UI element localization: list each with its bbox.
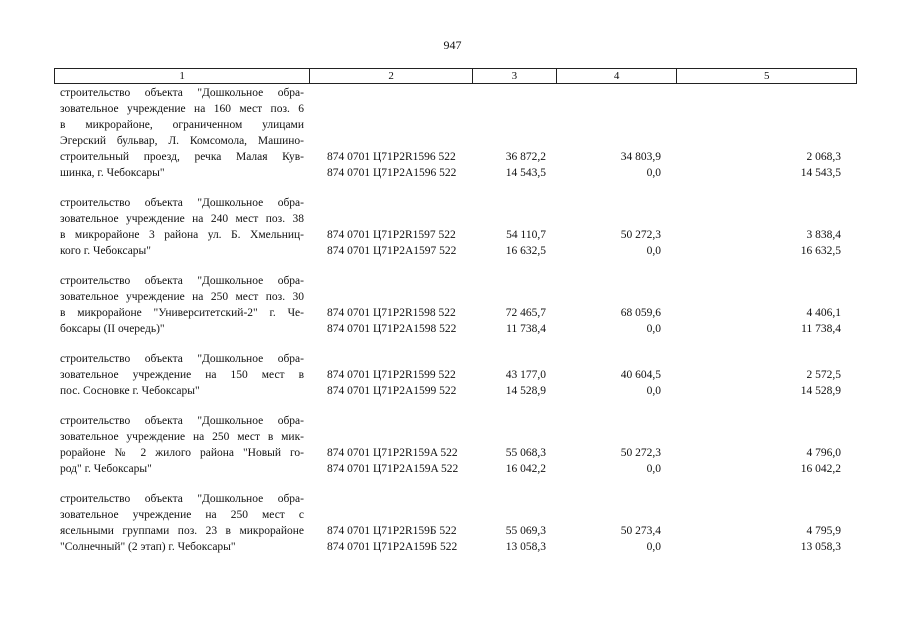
description-line: строительство объекта "Дошкольное обра- bbox=[60, 275, 304, 287]
description-line: зовательное учреждение на 250 мест с bbox=[60, 509, 304, 521]
budget-code: 874 0701 Ц71P2R159A 522 bbox=[327, 447, 458, 459]
column-header-2: 2 bbox=[310, 69, 473, 83]
budget-code: 874 0701 Ц71P2R159Б 522 bbox=[327, 525, 457, 537]
amount-col-5: 16 042,2 bbox=[800, 463, 841, 475]
page-number: 947 bbox=[443, 38, 462, 52]
amount-col-5: 4 795,9 bbox=[806, 525, 841, 537]
budget-code: 874 0701 Ц71P2R1597 522 bbox=[327, 229, 456, 241]
amount-row bbox=[54, 321, 857, 337]
amount-col-3: 14 528,9 bbox=[505, 385, 546, 397]
budget-code: 874 0701 Ц71P2R1599 522 bbox=[327, 369, 456, 381]
amount-row bbox=[54, 149, 857, 165]
budget-code: 874 0701 Ц71P2R1596 522 bbox=[327, 151, 456, 163]
amount-row bbox=[54, 539, 857, 555]
budget-code: 874 0701 Ц71P2A1596 522 bbox=[327, 167, 457, 179]
description-line: боксары (II очередь)" bbox=[60, 323, 165, 335]
description-line: рорайоне № 2 жилого района "Новый го- bbox=[60, 447, 304, 459]
description-line: строительство объекта "Дошкольное обра- bbox=[60, 493, 304, 505]
table-row bbox=[54, 413, 857, 477]
description-line: в микрорайоне, ограниченном улицами bbox=[60, 119, 304, 131]
amount-col-3: 14 543,5 bbox=[505, 167, 546, 179]
column-header-1: 1 bbox=[55, 69, 310, 83]
amount-col-5: 14 543,5 bbox=[800, 167, 841, 179]
description-line: строительство объекта "Дошкольное обра- bbox=[60, 353, 304, 365]
amount-col-5: 16 632,5 bbox=[800, 245, 841, 257]
budget-code: 874 0701 Ц71P2A159A 522 bbox=[327, 463, 459, 475]
amount-row bbox=[54, 243, 857, 259]
description-line: шинка, г. Чебоксары" bbox=[60, 167, 165, 179]
description-line: строительство объекта "Дошкольное обра- bbox=[60, 87, 304, 99]
amount-col-4: 0,0 bbox=[646, 245, 661, 257]
table-row bbox=[54, 491, 857, 555]
amount-col-3: 72 465,7 bbox=[505, 307, 546, 319]
amount-row bbox=[54, 445, 857, 461]
amount-col-3: 55 069,3 bbox=[505, 525, 546, 537]
description-line: зовательное учреждение на 150 мест в bbox=[60, 369, 304, 381]
description-line: род" г. Чебоксары" bbox=[60, 463, 152, 475]
table-row bbox=[54, 351, 857, 399]
amount-col-4: 50 273,4 bbox=[620, 525, 661, 537]
budget-code: 874 0701 Ц71P2A159Б 522 bbox=[327, 541, 458, 553]
column-header-4: 4 bbox=[557, 69, 678, 83]
description-line: ясельными группами поз. 23 в микрорайоне bbox=[60, 525, 304, 537]
amount-row bbox=[54, 461, 857, 477]
description-line: строительство объекта "Дошкольное обра- bbox=[60, 415, 304, 427]
amount-col-5: 14 528,9 bbox=[800, 385, 841, 397]
amount-col-4: 0,0 bbox=[646, 167, 661, 179]
amount-col-4: 40 604,5 bbox=[620, 369, 661, 381]
amount-col-4: 34 803,9 bbox=[620, 151, 661, 163]
description-line: пос. Сосновке г. Чебоксары" bbox=[60, 385, 200, 397]
column-header-3: 3 bbox=[473, 69, 557, 83]
amount-col-5: 4 796,0 bbox=[806, 447, 841, 459]
description-line: зовательное учреждение на 160 мест поз. 6 bbox=[60, 103, 304, 115]
amount-col-5: 11 738,4 bbox=[801, 323, 841, 335]
table-row bbox=[54, 195, 857, 259]
amount-col-4: 68 059,6 bbox=[620, 307, 661, 319]
amount-col-5: 2 068,3 bbox=[806, 151, 841, 163]
description-line: в микрорайоне "Университетский-2" г. Че- bbox=[60, 307, 304, 319]
amount-col-3: 16 042,2 bbox=[505, 463, 546, 475]
description-line: в микрорайоне 3 района ул. Б. Хмельниц- bbox=[60, 229, 304, 241]
amount-row bbox=[54, 227, 857, 243]
description-line: "Солнечный" (2 этап) г. Чебоксары" bbox=[60, 541, 236, 553]
amount-row bbox=[54, 367, 857, 383]
amount-col-4: 0,0 bbox=[646, 541, 661, 553]
description-line: зовательное учреждение на 240 мест поз. 38 bbox=[60, 213, 304, 225]
budget-code: 874 0701 Ц71P2A1597 522 bbox=[327, 245, 457, 257]
amount-col-3: 43 177,0 bbox=[505, 369, 546, 381]
description-line: зовательное учреждение на 250 мест в мик- bbox=[60, 431, 304, 443]
budget-code: 874 0701 Ц71P2R1598 522 bbox=[327, 307, 456, 319]
column-header-5: 5 bbox=[763, 70, 770, 82]
amount-col-5: 13 058,3 bbox=[800, 541, 841, 553]
table-row bbox=[54, 85, 857, 181]
budget-code: 874 0701 Ц71P2A1599 522 bbox=[327, 385, 457, 397]
description-line: Эгерский бульвар, Л. Комсомола, Машино- bbox=[60, 135, 304, 147]
amount-col-4: 0,0 bbox=[646, 463, 661, 475]
amount-col-3: 55 068,3 bbox=[505, 447, 546, 459]
description-line: строительный проезд, речка Малая Кув- bbox=[60, 151, 304, 163]
amount-col-3: 36 872,2 bbox=[505, 151, 546, 163]
amount-col-5: 2 572,5 bbox=[806, 369, 841, 381]
description-line: строительство объекта "Дошкольное обра- bbox=[60, 197, 304, 209]
amount-col-4: 50 272,3 bbox=[620, 229, 661, 241]
amount-col-3: 11 738,4 bbox=[506, 323, 546, 335]
amount-col-5: 3 838,4 bbox=[806, 229, 841, 241]
description-line: кого г. Чебоксары" bbox=[60, 245, 151, 257]
amount-row bbox=[54, 523, 857, 539]
table-header bbox=[54, 68, 857, 84]
table-row bbox=[54, 273, 857, 337]
amount-row bbox=[54, 165, 857, 181]
amount-row bbox=[54, 305, 857, 321]
amount-col-3: 16 632,5 bbox=[505, 245, 546, 257]
description-line: зовательное учреждение на 250 мест поз. 30 bbox=[60, 291, 304, 303]
amount-col-4: 0,0 bbox=[646, 323, 661, 335]
amount-col-3: 13 058,3 bbox=[505, 541, 546, 553]
amount-col-4: 0,0 bbox=[646, 385, 661, 397]
amount-col-3: 54 110,7 bbox=[506, 229, 546, 241]
amount-col-4: 50 272,3 bbox=[620, 447, 661, 459]
amount-row bbox=[54, 383, 857, 399]
budget-code: 874 0701 Ц71P2A1598 522 bbox=[327, 323, 457, 335]
amount-col-5: 4 406,1 bbox=[806, 307, 841, 319]
